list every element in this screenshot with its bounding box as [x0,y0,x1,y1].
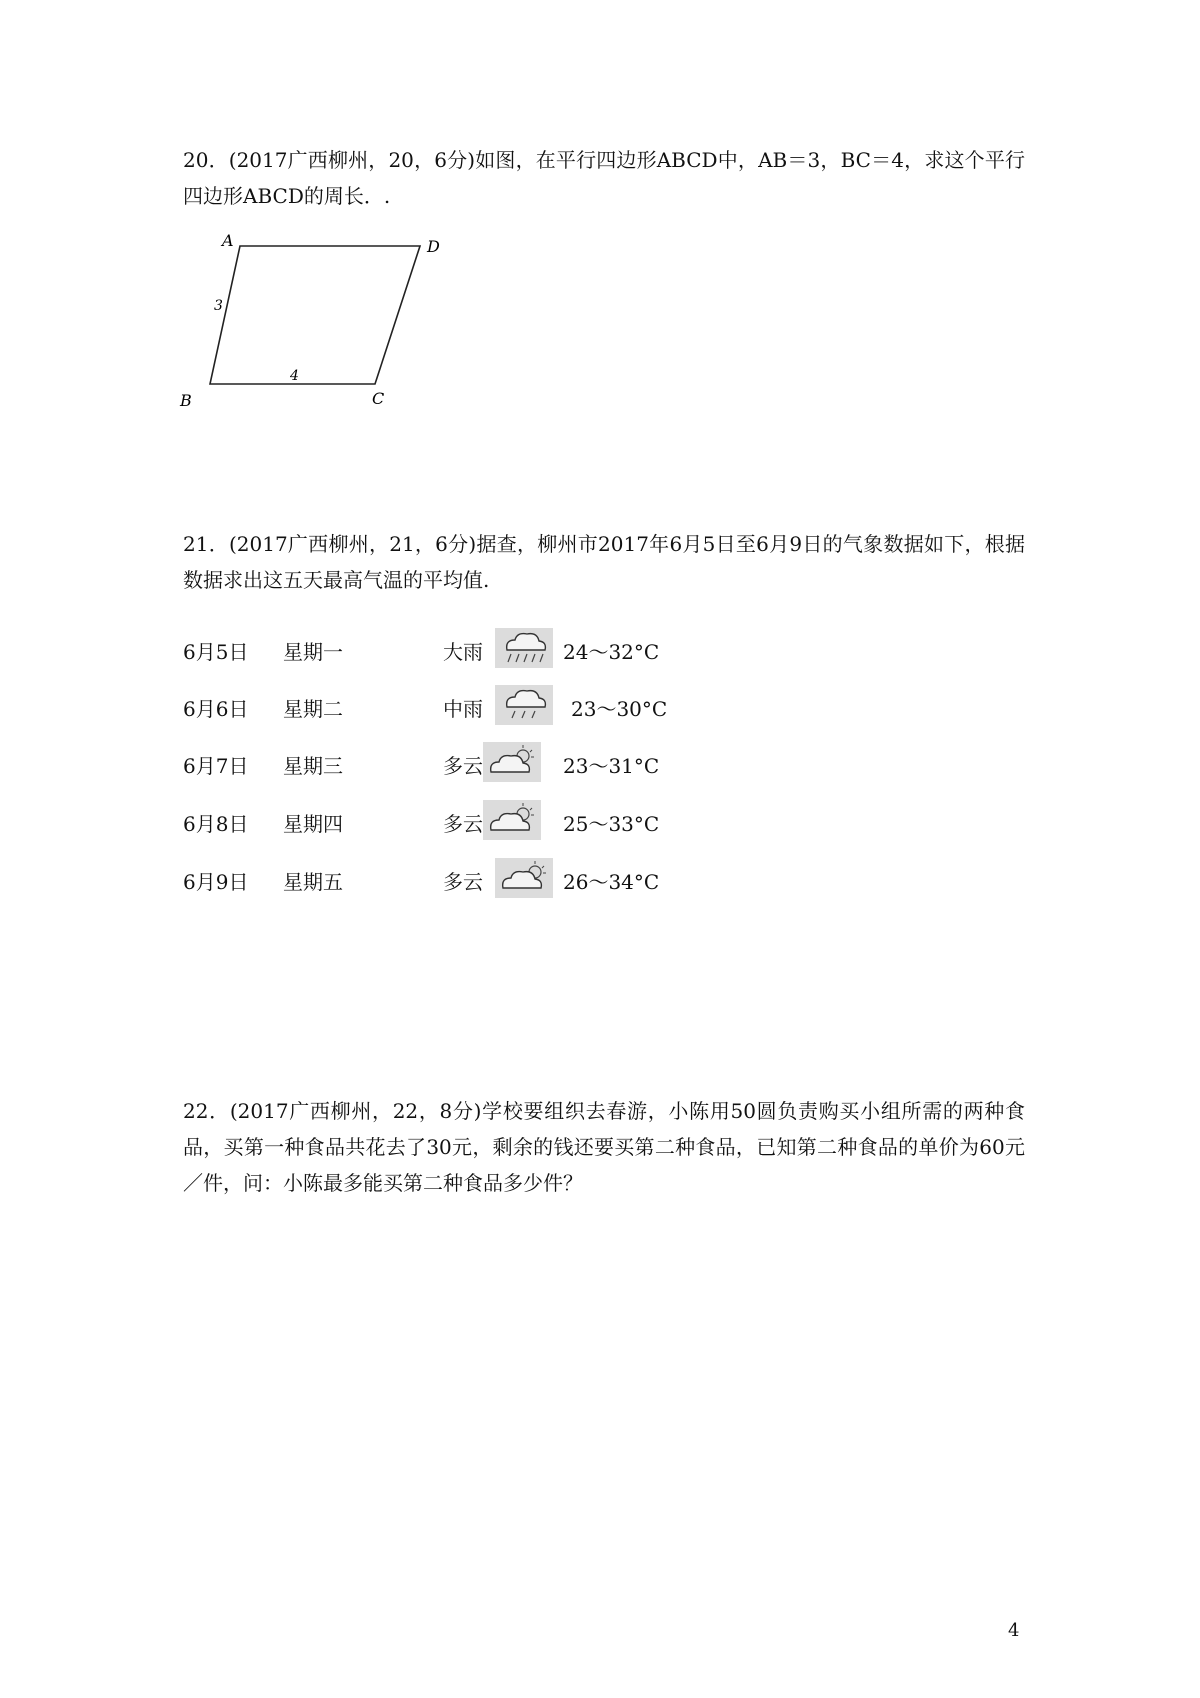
weather-temperature: 24～32°C [563,640,660,664]
weather-date: 6月5日 [183,640,249,664]
weather-weekday: 星期五 [283,870,343,894]
weather-date: 6月6日 [183,697,249,721]
weather-condition: 中雨 [443,697,483,721]
weather-weekday: 星期二 [283,697,343,721]
question-21-text: 21．(2017广西柳州，21，6分)据查，柳州市2017年6月5日至6月9日的气象数据如下，根据数据求出这五天最高气温的平均值. [183,532,1025,592]
vertex-d-label: D [427,237,440,256]
cloudy-icon [495,858,553,898]
side-bc-length: 4 [290,368,299,384]
weather-weekday: 星期四 [283,812,343,836]
weather-condition: 大雨 [443,640,483,664]
cloudy-icon [483,800,541,840]
weather-weekday: 星期三 [283,754,343,778]
weather-condition: 多云 [443,812,483,836]
weather-temperature: 26～34°C [563,870,660,894]
weather-temperature: 25～33°C [563,812,660,836]
weather-weekday: 星期一 [283,640,343,664]
parallelogram-figure [180,231,460,412]
question-20-text: 20．(2017广西柳州，20，6分)如图，在平行四边形ABCD中，AB＝3，BC＝4，求这个平行四边形ABCD的周长．. [183,148,1025,208]
page-number: 4 [1008,1620,1020,1641]
parallelogram-diagram [180,231,460,412]
weather-temperature: 23～30°C [571,697,668,721]
weather-condition: 多云 [443,754,483,778]
moderate-rain-icon [495,685,553,725]
weather-condition: 多云 [443,870,483,894]
vertex-b-label: B [180,391,192,410]
vertex-a-label: A [222,231,234,250]
cloudy-icon [483,742,541,782]
weather-date: 6月8日 [183,812,249,836]
weather-temperature: 23～31°C [563,754,660,778]
weather-date: 6月7日 [183,754,249,778]
heavy-rain-icon [495,628,553,668]
vertex-c-label: C [372,389,385,408]
weather-date: 6月9日 [183,870,249,894]
side-ab-length: 3 [214,298,223,314]
parallelogram-shape [210,246,420,384]
question-22-text: 22．(2017广西柳州，22，8分)学校要组织去春游，小陈用50圆负责购买小组所需的两种食品，买第一种食品共花去了30元，剩余的钱还要买第二种食品，已知第二种食品的单价为60元／件，问：小陈最多能买第二种食品多少件？ [183,1099,1025,1195]
